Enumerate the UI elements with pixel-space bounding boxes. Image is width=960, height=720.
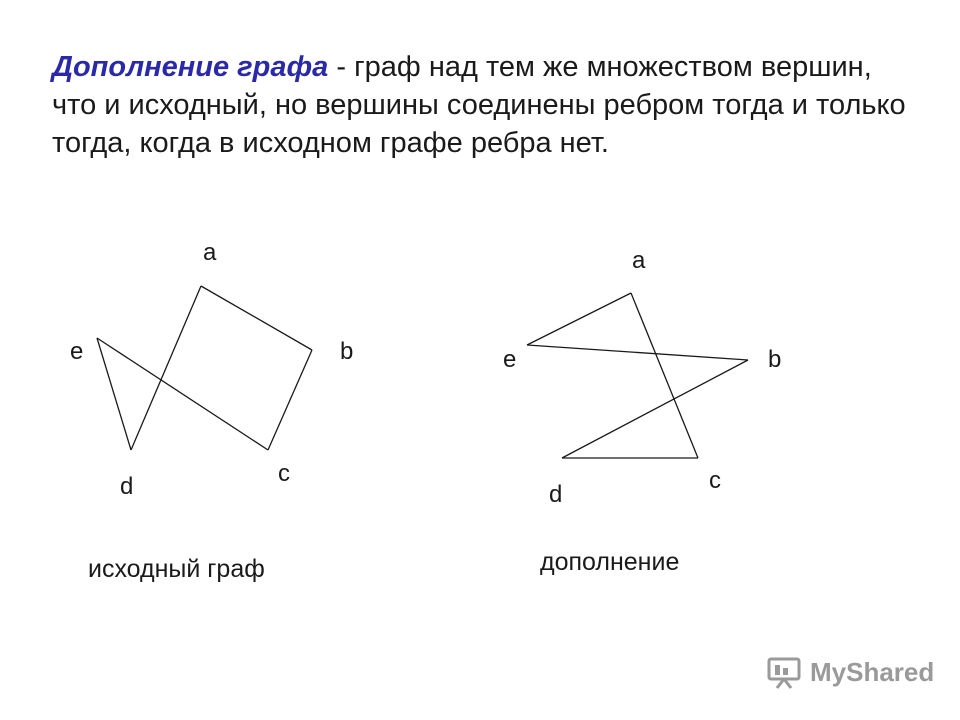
complement-graph xyxy=(527,293,748,458)
original-graph xyxy=(97,286,312,450)
watermark-text: MyShared xyxy=(810,656,935,687)
complement-graph-caption: дополнение xyxy=(540,548,680,576)
complement-edge-a-e xyxy=(527,293,631,345)
original-edge-c-e xyxy=(97,338,268,450)
definition-term: Дополнение графа xyxy=(52,51,329,83)
original-edge-d-a xyxy=(131,286,201,450)
complement-edge-a-c xyxy=(631,293,698,458)
complement-vertex-d-label: d xyxy=(549,481,563,508)
original-vertex-a-label: a xyxy=(203,239,217,266)
original-vertex-b-label: b xyxy=(340,338,354,365)
original-edge-e-d xyxy=(97,338,131,450)
original-vertex-e-label: e xyxy=(70,338,84,365)
definition-text: - граф над тем же множеством вершин, что и исходный, но вершины соединены ребром тогда и только тогда, когда в исходном графе ребра нет. xyxy=(52,51,906,159)
complement-vertex-a-label: a xyxy=(632,247,646,274)
complement-vertex-e-label: e xyxy=(503,346,517,373)
original-vertex-d-label: d xyxy=(120,473,134,500)
presentation-icon xyxy=(766,654,802,690)
complement-vertex-b-label: b xyxy=(768,346,782,373)
original-graph-caption: исходный граф xyxy=(88,555,265,583)
complement-edge-e-b xyxy=(527,345,748,360)
original-vertex-c-label: c xyxy=(278,460,290,487)
watermark xyxy=(766,654,934,690)
original-edge-a-b xyxy=(201,286,312,350)
original-edge-b-c xyxy=(268,350,312,450)
complement-vertex-c-label: c xyxy=(709,467,721,494)
complement-edge-b-d xyxy=(562,360,748,458)
